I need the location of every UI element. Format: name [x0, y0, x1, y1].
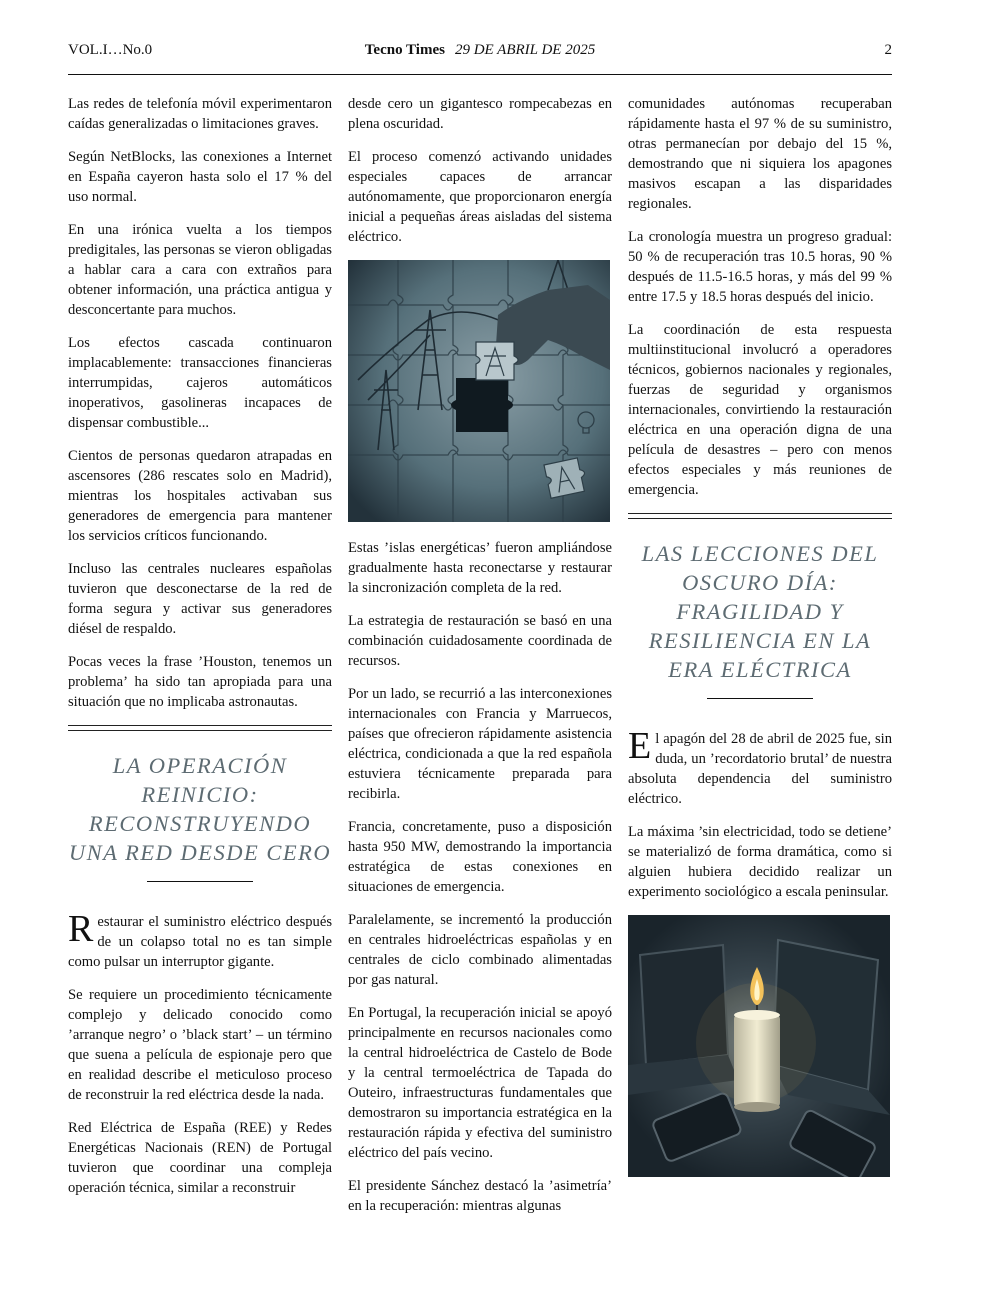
- paragraph: Paralelamente, se incrementó la producción en centrales hidroeléctricas españolas y en centrales de ciclo combinado alimentadas por gas natural.: [348, 912, 612, 988]
- paragraph: La coordinación de esta respuesta multiinstitucional involucró a operadores técnicos, gobiernos nacionales y regionales, fuerzas de seguridad y organismos internacionales, convirtiendo la restauración eléctrica en una operación digna de una película de desastres – pero con menos efectos especiales y más reuniones de emergencia.: [628, 322, 892, 498]
- column-1: [68, 94, 332, 1211]
- paragraph: El presidente Sánchez destacó la ’asimetría’ en la recuperación: mientras algunas: [348, 1178, 612, 1214]
- section-heading: LAS LECCIONES DEL OSCURO DÍA: FRAGILIDAD Y RESILIENCIA EN LA ERA ELÉCTRICA: [641, 541, 879, 682]
- paragraph: Las redes de telefonía móvil experimentaron caídas generalizadas o limitaciones graves.: [68, 96, 332, 132]
- drop-cap: E: [628, 725, 652, 767]
- paragraph: Red Eléctrica de España (REE) y Redes Energéticas Nacionais (REN) de Portugal tuvieron que coordinar una compleja operación técnica, similar a reconstruir: [68, 1120, 332, 1196]
- lead-text: estaurar el suministro eléctrico después de un colapso total no es tan simple como pulsar un interruptor gigante.: [68, 914, 332, 970]
- candle-and-devices-illustration: [628, 915, 892, 1177]
- heading-underline: [707, 698, 813, 699]
- paragraph: Según NetBlocks, las conexiones a Internet en España cayeron hasta solo el 17 % del uso normal.: [68, 149, 332, 205]
- paragraph: La estrategia de restauración se basó en una combinación cuidadosamente coordinada de recursos.: [348, 613, 612, 669]
- paragraph: Por un lado, se recurrió a las interconexiones internacionales con Francia y Marruecos, países que ofrecieron rápidamente asistencia eléctrica, condicionada a que la red española estuviera técnicamente preparada para recibirla.: [348, 686, 612, 802]
- drop-cap: R: [68, 908, 94, 950]
- paragraph: La máxima ’sin electricidad, todo se detiene’ se materializó de forma dramática, como si alguien hubiera decidido realizar un experimento sociológico a escala peninsular.: [628, 824, 892, 900]
- column-2: [348, 94, 612, 1229]
- section-divider: [68, 725, 332, 731]
- paragraph: En Portugal, la recuperación inicial se apoyó principalmente en recursos nacionales como la central hidroeléctrica de Castelo de Bode y la central termoeléctrica de Tapada do Outeiro, infraestructuras fundamentales que demostraron su importancia estratégica en la restauración rápida y efectiva del suministro eléctrico del país vecino.: [348, 1005, 612, 1161]
- section-heading: LA OPERACIÓN REINICIO: RECONSTRUYENDO UNA RED DESDE CERO: [68, 753, 332, 865]
- lead-text: l apagón del 28 de abril de 2025 fue, sin duda, un ’recordatorio brutal’ de nuestra absoluta dependencia del suministro eléctrico.: [628, 731, 892, 807]
- column-3: [628, 94, 892, 1193]
- volume-label: VOL.I…No.0: [68, 42, 153, 58]
- heading-underline: [147, 881, 253, 882]
- newspaper-title: Tecno Times: [364, 42, 445, 58]
- paragraph: Cientos de personas quedaron atrapadas en ascensores (286 rescates solo en Madrid), mientras los hospitales activaban sus generadores de emergencia para mantener los servicios críticos funcionando.: [68, 448, 332, 544]
- paragraph: Los efectos cascada continuaron implacablemente: transacciones financieras interrumpidas, cajeros automáticos inoperativos, gasolineras incapaces de dispensar combustible...: [68, 335, 332, 431]
- lead-paragraph: [628, 725, 892, 809]
- paragraph: desde cero un gigantesco rompecabezas en plena oscuridad.: [348, 96, 612, 132]
- paragraph: Estas ’islas energéticas’ fueron ampliándose gradualmente hasta reconectarse y restaurar la sincronización completa de la red.: [348, 540, 612, 596]
- paragraph: En una irónica vuelta a los tiempos predigitales, las personas se vieron obligadas a hablar cara a cara con extraños para obtener información, una práctica antigua y desconcertante para muchos.: [68, 222, 332, 318]
- paragraph: La cronología muestra un progreso gradual: 50 % de recuperación tras 10.5 horas, 90 % después de 11.5-16.5 horas, y más del 99 % entre 17.5 y 18.5 horas después del inicio.: [628, 229, 892, 305]
- lead-paragraph: [68, 908, 332, 972]
- page-header: [68, 42, 892, 64]
- paragraph: Incluso las centrales nucleares españolas tuvieron que desconectarse de la red de forma segura y activar sus generadores diésel de respaldo.: [68, 561, 332, 637]
- paragraph: Francia, concretamente, puso a disposición hasta 950 MW, demostrando la importancia estratégica de estas conexiones en situaciones de emergencia.: [348, 819, 612, 895]
- puzzle-image: [348, 260, 610, 522]
- page-number: 2: [884, 42, 892, 58]
- masthead: [68, 42, 892, 59]
- issue-date: 29 DE ABRIL DE 2025: [454, 42, 596, 58]
- paragraph: comunidades autónomas recuperaban rápidamente hasta el 97 % de su suministro, otras permanecían por debajo del 15 %, demostrando que ni siquiera los apagones masivos escapan a las disparidades regionales.: [628, 96, 892, 212]
- paragraph: Se requiere un procedimiento técnicamente complejo y delicado conocido como ’arranque negro’ o ’black start’ – un término que suena a película de espionaje pero que en realidad describe el meticuloso proceso de reconstruir la red eléctrica desde la nada.: [68, 987, 332, 1103]
- header-rule: [68, 74, 892, 75]
- paragraph: El proceso comenzó activando unidades especiales capaces de arrancar autónomamente, que proporcionaron energía inicial a pequeñas áreas aisladas del sistema eléctrico.: [348, 149, 612, 245]
- puzzle-power-grid-illustration: [348, 260, 612, 522]
- section-divider: [628, 513, 892, 519]
- paragraph: Pocas veces la frase ’Houston, tenemos un problema’ ha sido tan apropiada para una situación que no implicaba astronautas.: [68, 654, 332, 710]
- candle-image: [628, 915, 890, 1177]
